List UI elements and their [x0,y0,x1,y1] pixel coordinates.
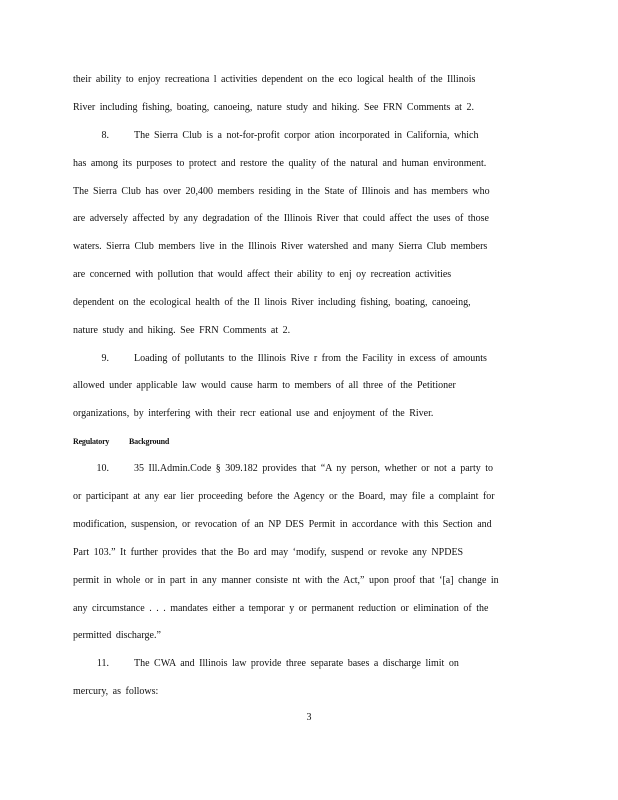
text-line: allowed under applicable law would cause harm to members of all three of the Petitioner [73,380,456,391]
text-line: Part 103.” It further provides that the Bo ard may ‘modify, suspend or revoke any NPDES [73,547,464,558]
paragraph-10-first-line [73,463,543,475]
paragraph-text: 35 Ill.Admin.Code § 309.182 provides that “A ny person, whether or not a party to [134,463,494,474]
paragraph-8-first-line [73,130,543,142]
text-line: mercury, as follows: [73,686,159,697]
text-line: their ability to enjoy recreationa l activities dependent on the eco logical health of the Illinois [73,74,476,85]
paragraph-number: 10. [96,463,109,474]
text-line: permit in whole or in part in any manner consiste nt with the Act,” upon proof that ‘[a] change in [73,575,499,586]
paragraph-text: Loading of pollutants to the Illinois Rive r from the Facility in excess of amounts [134,353,487,364]
text-line: dependent on the ecological health of the Il linois River including fishing, boating, canoeing, [73,297,471,308]
paragraph-number: 9. [101,353,109,364]
paragraph-9-first-line [73,353,543,365]
text-line: modification, suspension, or revocation of an NP DES Permit in accordance with this Section and [73,519,492,530]
text-line: The Sierra Club has over 20,400 members residing in the State of Illinois and has members who [73,186,490,197]
text-line: organizations, by interfering with their recr eational use and enjoyment of the River. [73,408,434,419]
text-line: are adversely affected by any degradation of the Illinois River that could affect the uses of those [73,213,489,224]
paragraph-number: 11. [96,658,109,669]
paragraph-number: 8. [101,130,109,141]
paragraph-text: The CWA and Illinois law provide three separate bases a discharge limit on [134,658,459,669]
text-line: nature study and hiking. See FRN Comments at 2. [73,325,291,336]
page-number: 3 [306,712,312,723]
text-line: River including fishing, boating, canoeing, nature study and hiking. See FRN Comments at 2. [73,102,474,113]
text-line: permitted discharge.” [73,630,161,641]
paragraph-text: The Sierra Club is a not-for-profit corpor ation incorporated in California, which [134,130,479,141]
text-line: are concerned with pollution that would affect their ability to enj oy recreation activities [73,269,452,280]
text-line: waters. Sierra Club members live in the Illinois River watershed and many Sierra Club members [73,241,488,252]
text-line: any circumstance . . . mandates either a temporar y or permanent reduction or elimination of the [73,603,489,614]
paragraph-11-first-line [73,658,543,670]
text-line: has among its purposes to protect and restore the quality of the natural and human environment. [73,158,487,169]
text-line: or participant at any ear lier proceeding before the Agency or the Board, may file a complaint for [73,491,495,502]
section-heading: Regulatory Background [73,437,170,446]
